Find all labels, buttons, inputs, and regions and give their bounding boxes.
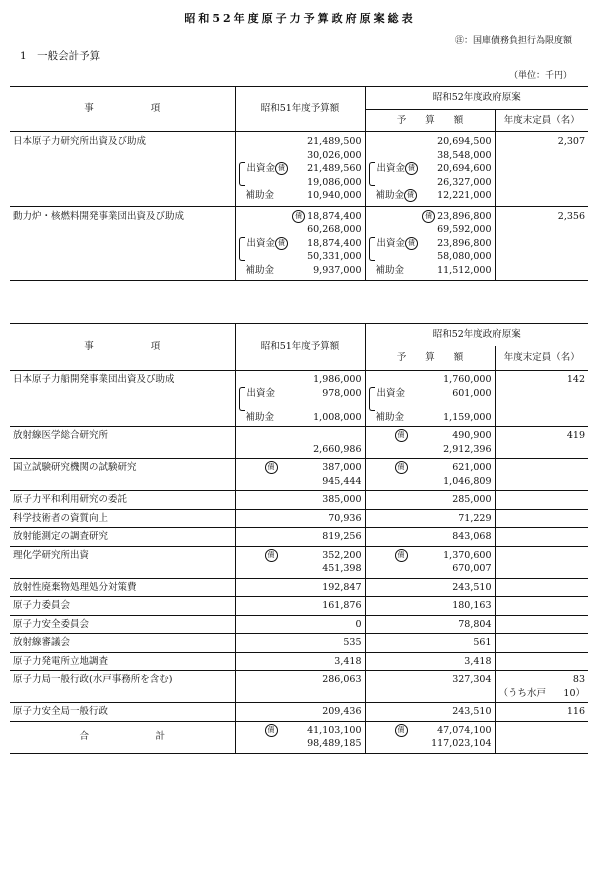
sub-amount: 20,694,600 <box>437 163 492 174</box>
amount-cell <box>365 546 495 578</box>
bracket <box>239 387 245 411</box>
table-row <box>10 509 588 528</box>
staff-count: 2,356 <box>495 206 588 281</box>
sub-label: 出資金 <box>376 237 406 249</box>
header-staff-2: 年度末定員（名） <box>495 346 588 371</box>
amount-value: 621,000 <box>452 462 492 473</box>
amount-value: 285,000 <box>452 494 492 505</box>
bond-limit-marker: 債 <box>395 724 408 737</box>
sub-amount: 10,940,000 <box>307 190 362 201</box>
amount-value: 1,986,000 <box>313 374 362 385</box>
amount-cell <box>235 652 365 671</box>
section-heading: 1 一般会計予算 <box>20 50 101 62</box>
amount-cell <box>365 206 495 281</box>
amount-value: 670,007 <box>452 563 492 574</box>
table-row <box>10 371 588 427</box>
amount-cell <box>235 578 365 597</box>
row-item-name: 放射線医学総合研究所 <box>10 427 235 459</box>
table-row <box>10 528 588 547</box>
table-row <box>10 615 588 634</box>
amount-value: 47,074,100 <box>437 724 492 736</box>
header-plan-2: 昭和52年度政府原案 <box>365 324 588 347</box>
table-row <box>10 703 588 722</box>
legend-note: ㊟：国庫債務負担行為限度額 <box>454 36 572 46</box>
amount-value: 209,436 <box>322 706 362 717</box>
amount-value: 2,912,396 <box>443 443 492 455</box>
amount-cell <box>235 528 365 547</box>
staff-note-value: 10） <box>563 687 585 699</box>
sub-amount: 50,331,000 <box>307 251 362 262</box>
sub-amount: 19,086,000 <box>307 176 362 188</box>
header-item-2: 事 項 <box>10 324 235 371</box>
sub-amount: 1,159,000 <box>443 411 492 423</box>
amount-cell <box>365 509 495 528</box>
row-item-name: 動力炉・核燃料開発事業団出資及び助成 <box>10 206 235 281</box>
amount-cell <box>235 132 365 207</box>
amount-value: 451,398 <box>322 563 362 574</box>
bond-limit-marker: 債 <box>395 549 408 562</box>
table-row <box>10 459 588 491</box>
sub-label: 出資金 <box>376 387 406 399</box>
amount-value: 117,023,104 <box>431 738 492 749</box>
amount-value: 1,370,600 <box>443 549 492 561</box>
amount-value: 38,548,000 <box>437 149 492 161</box>
unit-label: （単位：千円） <box>508 71 572 81</box>
amount-value: 60,268,000 <box>307 224 362 235</box>
amount-cell <box>365 615 495 634</box>
row-item-name: 原子力安全委員会 <box>10 615 235 634</box>
row-item-name: 国立試験研究機関の試験研究 <box>10 459 235 491</box>
amount-cell <box>235 671 365 703</box>
amount-cell <box>365 652 495 671</box>
amount-value: 243,510 <box>452 706 492 717</box>
amount-cell <box>365 528 495 547</box>
amount-value: 1,046,809 <box>443 475 492 487</box>
sub-amount: 18,874,400 <box>307 237 362 249</box>
staff-count <box>495 528 588 547</box>
amount-value: 561 <box>473 637 492 648</box>
bracket <box>369 387 375 411</box>
amount-value: 385,000 <box>322 494 362 505</box>
bond-limit-marker: 債 <box>405 162 418 175</box>
amount-value: 23,896,800 <box>437 210 492 222</box>
table-row <box>10 634 588 653</box>
row-item-name: 放射線審議会 <box>10 634 235 653</box>
amount-cell <box>235 546 365 578</box>
bond-limit-marker: 債 <box>422 210 435 223</box>
amount-cell <box>235 509 365 528</box>
sub-amount: 1,008,000 <box>313 411 362 423</box>
sub-amount: 978,000 <box>322 387 362 399</box>
sub-amount: 12,221,000 <box>437 190 492 201</box>
bond-limit-marker: 債 <box>404 189 417 202</box>
staff-count <box>495 491 588 510</box>
sub-amount: 601,000 <box>452 387 492 399</box>
staff-count <box>495 652 588 671</box>
header-budget-2: 予 算 額 <box>365 346 495 371</box>
amount-cell <box>365 634 495 653</box>
bracket <box>369 237 375 261</box>
table-row <box>10 597 588 616</box>
amount-cell <box>365 371 495 427</box>
row-item-name: 合 計 <box>10 721 235 753</box>
sub-label: 補助金 <box>375 264 405 276</box>
bond-limit-marker: 債 <box>405 237 418 250</box>
staff-count <box>495 509 588 528</box>
amount-cell <box>365 491 495 510</box>
bracket <box>369 162 375 186</box>
bracket <box>239 162 245 186</box>
sub-amount: 23,896,800 <box>437 237 492 249</box>
staff-count <box>495 427 588 459</box>
amount-cell <box>235 634 365 653</box>
staff-count <box>495 546 588 578</box>
amount-value: 71,229 <box>458 512 492 524</box>
staff-count <box>495 671 588 703</box>
sub-label: 出資金 <box>376 163 406 174</box>
budget-table-part1 <box>10 86 588 281</box>
amount-value: 180,163 <box>452 600 492 611</box>
table-row <box>10 578 588 597</box>
amount-value: 3,418 <box>334 655 362 667</box>
amount-value: 18,874,400 <box>307 210 362 222</box>
amount-value: 535 <box>343 637 362 648</box>
staff-count: 2,307 <box>495 132 588 207</box>
table-row <box>10 427 588 459</box>
amount-cell <box>235 427 365 459</box>
amount-value: 387,000 <box>322 462 362 473</box>
table-row <box>10 721 588 753</box>
sub-label: 補助金 <box>245 411 275 423</box>
header-prev-2: 昭和51年度予算額 <box>235 324 365 371</box>
amount-value: 286,063 <box>322 674 362 685</box>
budget-table-part2 <box>10 323 588 754</box>
amount-cell <box>235 459 365 491</box>
amount-value: 2,660,986 <box>313 443 362 455</box>
row-item-name: 原子力委員会 <box>10 597 235 616</box>
sub-amount: 9,937,000 <box>313 264 362 276</box>
amount-value: 819,256 <box>322 531 362 542</box>
sub-label: 補助金 <box>245 190 275 201</box>
staff-value: 116 <box>566 706 585 717</box>
staff-count <box>495 634 588 653</box>
amount-value: 21,489,500 <box>307 136 362 147</box>
bond-limit-marker: 債 <box>265 724 278 737</box>
amount-value: 327,304 <box>452 674 492 685</box>
amount-cell <box>365 597 495 616</box>
amount-value: 70,936 <box>328 512 362 524</box>
amount-value: 490,900 <box>452 430 492 441</box>
header-staff: 年度末定員（名） <box>495 110 588 132</box>
amount-cell <box>235 491 365 510</box>
sub-label: 出資金 <box>246 163 276 174</box>
amount-value: 78,804 <box>458 618 492 630</box>
staff-count <box>495 459 588 491</box>
bond-limit-marker: 債 <box>395 461 408 474</box>
amount-cell <box>235 703 365 722</box>
staff-count <box>495 597 588 616</box>
amount-value: 30,026,000 <box>307 149 362 161</box>
row-item-name: 原子力安全局一般行政 <box>10 703 235 722</box>
header-item: 事 項 <box>10 87 235 132</box>
amount-cell <box>365 427 495 459</box>
document-title: 昭和52年度原子力予算政府原案総表 <box>184 12 416 25</box>
amount-value: 161,876 <box>322 600 362 611</box>
amount-value: 352,200 <box>322 549 362 561</box>
amount-cell <box>235 371 365 427</box>
row-item-name: 原子力局一般行政(水戸事務所を含む) <box>10 671 235 703</box>
row-item-name: 原子力発電所立地調査 <box>10 652 235 671</box>
bond-limit-marker: 債 <box>275 237 288 250</box>
sub-label: 出資金 <box>246 387 276 399</box>
amount-value: 98,489,185 <box>307 738 362 749</box>
row-item-name: 日本原子力船開発事業団出資及び助成 <box>13 374 175 385</box>
row-item-name: 原子力平和利用研究の委託 <box>10 491 235 510</box>
amount-cell <box>365 721 495 753</box>
table-row <box>10 671 588 703</box>
sub-amount: 26,327,000 <box>437 176 492 188</box>
amount-cell <box>365 459 495 491</box>
staff-count <box>495 721 588 753</box>
amount-cell <box>365 671 495 703</box>
sub-amount: 58,080,000 <box>437 251 492 262</box>
row-item-name: 放射能測定の調査研究 <box>10 528 235 547</box>
amount-cell <box>235 615 365 634</box>
header-plan: 昭和52年度政府原案 <box>365 87 588 110</box>
amount-value: 69,592,000 <box>437 224 492 235</box>
bond-limit-marker: 債 <box>265 461 278 474</box>
table-row <box>10 546 588 578</box>
amount-value: 192,847 <box>322 581 362 593</box>
staff-value: 142 <box>566 374 585 385</box>
staff-value: 83 <box>572 674 585 685</box>
staff-count <box>495 703 588 722</box>
table-row <box>10 132 588 207</box>
staff-count <box>495 578 588 597</box>
row-item-name: 理化学研究所出資 <box>10 546 235 578</box>
staff-count <box>495 371 588 427</box>
amount-value: 20,694,500 <box>437 136 492 147</box>
amount-value: 243,510 <box>452 581 492 593</box>
sub-label: 補助金 <box>375 411 405 423</box>
sub-label: 補助金 <box>245 264 275 276</box>
amount-value: 843,068 <box>452 531 492 542</box>
amount-value: 945,444 <box>322 475 362 487</box>
bond-limit-marker: 債 <box>395 429 408 442</box>
sub-label: 出資金 <box>246 237 276 249</box>
amount-cell <box>365 578 495 597</box>
staff-note: （うち水戸 <box>498 687 547 699</box>
amount-cell <box>235 597 365 616</box>
header-budget: 予 算 額 <box>365 110 495 132</box>
amount-value: 41,103,100 <box>307 724 362 736</box>
sub-amount: 21,489,560 <box>307 163 362 174</box>
row-item-name: 科学技術者の資質向上 <box>10 509 235 528</box>
staff-value: 419 <box>566 430 585 441</box>
bond-limit-marker: 債 <box>265 549 278 562</box>
staff-count <box>495 615 588 634</box>
bond-limit-marker: 債 <box>292 210 305 223</box>
amount-cell <box>365 132 495 207</box>
sub-amount: 11,512,000 <box>437 264 492 276</box>
amount-value: 0 <box>355 618 362 630</box>
amount-cell <box>235 206 365 281</box>
sub-label: 補助金 <box>375 190 405 201</box>
amount-value: 3,418 <box>464 655 492 667</box>
bond-limit-marker: 債 <box>275 162 288 175</box>
amount-cell <box>365 703 495 722</box>
amount-cell <box>235 721 365 753</box>
table-row <box>10 206 588 281</box>
header-prev: 昭和51年度予算額 <box>235 87 365 132</box>
table-row <box>10 491 588 510</box>
row-item-name: 放射性廃棄物処理処分対策費 <box>10 578 235 597</box>
amount-value: 1,760,000 <box>443 374 492 385</box>
bracket <box>239 237 245 261</box>
row-item-name: 日本原子力研究所出資及び助成 <box>13 136 147 147</box>
table-row <box>10 652 588 671</box>
